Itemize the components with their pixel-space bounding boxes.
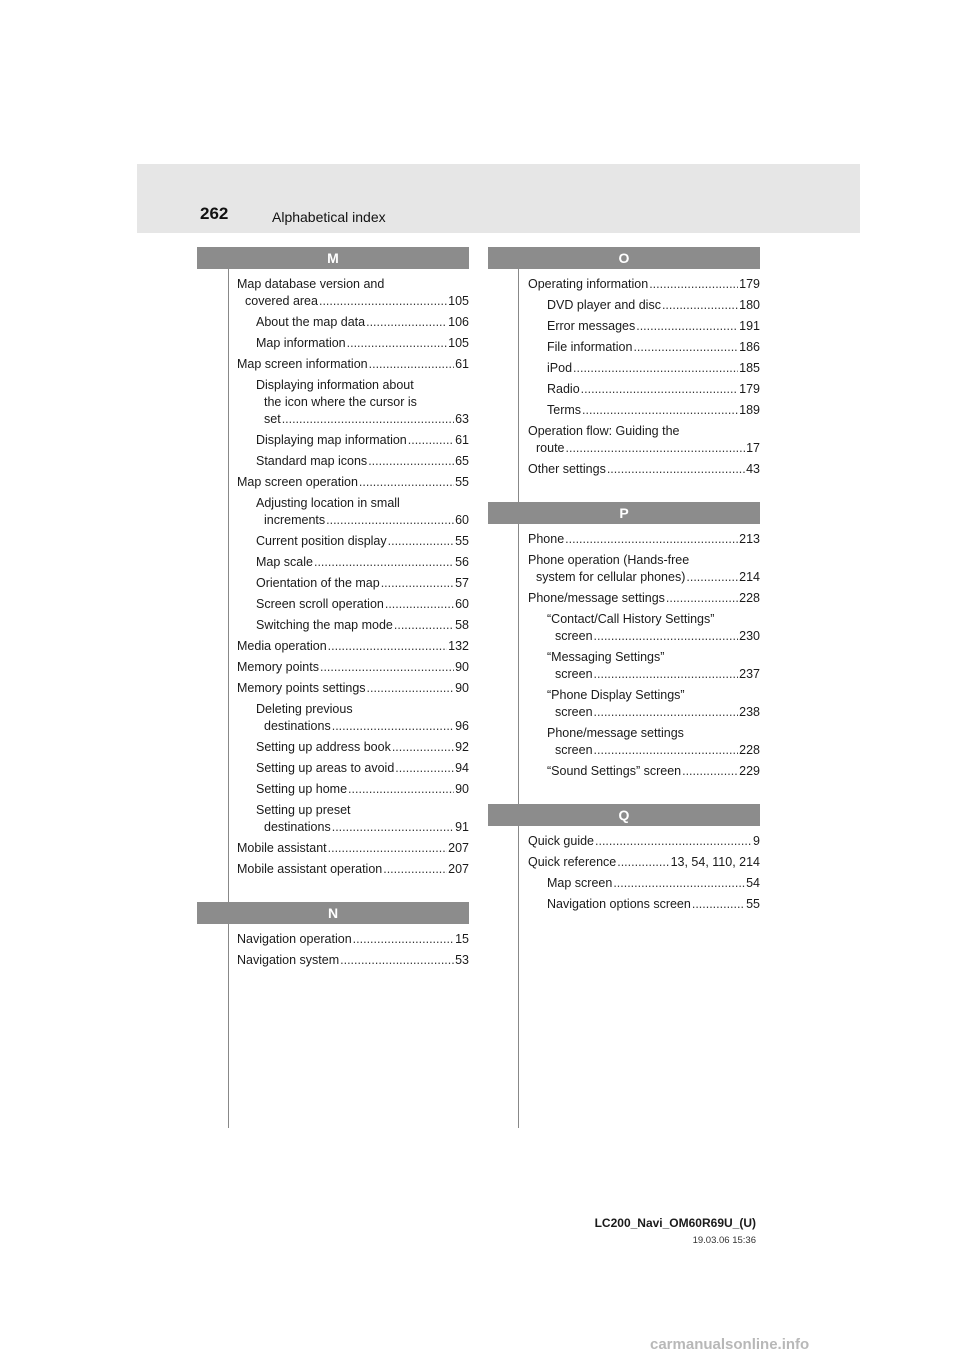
entry-text: Phone/message settings bbox=[547, 726, 684, 740]
document-code: LC200_Navi_OM60R69U_(U) bbox=[594, 1216, 756, 1230]
entry-label: system for cellular phones) bbox=[536, 570, 686, 584]
leader-dots bbox=[353, 931, 454, 948]
entry-label: screen bbox=[555, 667, 593, 681]
entry-label: covered area bbox=[245, 294, 318, 308]
entry-line bbox=[547, 381, 760, 398]
entry-line bbox=[547, 896, 760, 913]
page-number: 262 bbox=[200, 204, 229, 223]
page-reference: 63 bbox=[455, 412, 469, 426]
page-reference: 60 bbox=[455, 513, 469, 527]
leader-dots bbox=[594, 704, 739, 721]
entry-text: Map database version and bbox=[237, 277, 385, 291]
entry-line bbox=[237, 680, 469, 697]
leader-dots bbox=[367, 680, 455, 697]
entry-line bbox=[528, 833, 760, 850]
entry-line bbox=[256, 411, 469, 428]
leader-dots bbox=[347, 335, 448, 352]
index-entry bbox=[237, 356, 469, 373]
entry-label: Current position display bbox=[256, 534, 387, 548]
leader-dots bbox=[359, 474, 454, 491]
entry-label: destinations bbox=[264, 719, 331, 733]
entry-label: screen bbox=[555, 705, 593, 719]
entry-label: Navigation operation bbox=[237, 932, 352, 946]
leader-dots bbox=[328, 638, 447, 655]
entry-line bbox=[547, 360, 760, 377]
index-entry bbox=[237, 781, 469, 798]
entry-label: screen bbox=[555, 743, 593, 757]
entry-line bbox=[256, 314, 469, 331]
entry-label: Switching the map mode bbox=[256, 618, 393, 632]
page-reference: 228 bbox=[739, 743, 760, 757]
page-reference: 65 bbox=[455, 454, 469, 468]
page-reference: 185 bbox=[739, 361, 760, 375]
index-entry bbox=[528, 402, 760, 419]
entry-line bbox=[256, 512, 469, 529]
entry-label: Orientation of the map bbox=[256, 576, 380, 590]
index-entry bbox=[528, 339, 760, 356]
leader-dots bbox=[594, 666, 739, 683]
index-entry bbox=[528, 552, 760, 586]
page-reference: 213 bbox=[739, 532, 760, 546]
leader-dots bbox=[320, 659, 454, 676]
page-reference: 105 bbox=[448, 336, 469, 350]
entry-line bbox=[256, 617, 469, 634]
page-reference: 207 bbox=[448, 862, 469, 876]
page-reference: 60 bbox=[455, 597, 469, 611]
leader-dots bbox=[607, 461, 745, 478]
page-reference: 90 bbox=[455, 782, 469, 796]
section-gap bbox=[488, 784, 760, 804]
index-entry bbox=[237, 554, 469, 571]
page-reference: 92 bbox=[455, 740, 469, 754]
index-entry bbox=[237, 680, 469, 697]
index-entry bbox=[237, 739, 469, 756]
leader-dots bbox=[594, 742, 739, 759]
entry-line bbox=[256, 554, 469, 571]
entry-label: Operating information bbox=[528, 277, 649, 291]
page-reference: 179 bbox=[739, 277, 760, 291]
page-reference: 186 bbox=[739, 340, 760, 354]
leader-dots bbox=[582, 402, 738, 419]
leader-dots bbox=[326, 512, 454, 529]
leader-dots bbox=[366, 314, 447, 331]
letter-heading-p: P bbox=[488, 502, 760, 524]
index-entry bbox=[528, 461, 760, 478]
leader-dots bbox=[682, 763, 738, 780]
page-reference: 13, 54, 110, 214 bbox=[670, 855, 760, 869]
entry-line bbox=[547, 402, 760, 419]
entry-line bbox=[256, 533, 469, 550]
page-reference: 180 bbox=[739, 298, 760, 312]
entry-label: Quick reference bbox=[528, 855, 617, 869]
index-entry bbox=[528, 875, 760, 892]
entry-line bbox=[256, 453, 469, 470]
entry-label: Standard map icons bbox=[256, 454, 368, 468]
entry-line bbox=[256, 575, 469, 592]
entry-text: Operation flow: Guiding the bbox=[528, 424, 680, 438]
entry-line bbox=[256, 335, 469, 352]
leader-dots bbox=[394, 617, 454, 634]
entry-line bbox=[528, 531, 760, 548]
section-gap bbox=[197, 882, 469, 902]
letter-heading-m: M bbox=[197, 247, 469, 269]
entry-label: route bbox=[536, 441, 565, 455]
entry-label: Memory points bbox=[237, 660, 319, 674]
leader-dots bbox=[595, 833, 752, 850]
leader-dots bbox=[581, 381, 738, 398]
entry-line bbox=[528, 854, 760, 871]
entry-label: Other settings bbox=[528, 462, 606, 476]
index-entry bbox=[237, 495, 469, 529]
entry-line bbox=[528, 590, 760, 607]
page-reference: 132 bbox=[448, 639, 469, 653]
entry-line bbox=[256, 739, 469, 756]
entry-line bbox=[528, 461, 760, 478]
leader-dots bbox=[388, 533, 454, 550]
entry-line bbox=[256, 718, 469, 735]
index-entry bbox=[528, 854, 760, 871]
entry-label: Terms bbox=[547, 403, 582, 417]
watermark: carmanualsonline.info bbox=[650, 1336, 810, 1353]
index-entry bbox=[528, 381, 760, 398]
entry-line bbox=[237, 861, 469, 878]
entry-line bbox=[237, 293, 469, 310]
section-gap bbox=[488, 482, 760, 502]
leader-dots bbox=[649, 276, 738, 293]
entry-line bbox=[237, 659, 469, 676]
index-entry bbox=[237, 432, 469, 449]
entry-text: Phone operation (Hands-free bbox=[528, 553, 690, 567]
index-entry bbox=[237, 931, 469, 948]
leader-dots bbox=[381, 575, 454, 592]
entry-line bbox=[237, 356, 469, 373]
entry-label: Mobile assistant bbox=[237, 841, 327, 855]
entry-text: “Messaging Settings” bbox=[547, 650, 665, 664]
entry-line bbox=[547, 875, 760, 892]
page-reference: 55 bbox=[455, 534, 469, 548]
entry-label: Setting up home bbox=[256, 782, 348, 796]
index-entry bbox=[528, 590, 760, 607]
page-reference: 105 bbox=[448, 294, 469, 308]
index-entry bbox=[237, 596, 469, 613]
entry-line bbox=[237, 952, 469, 969]
leader-dots bbox=[383, 861, 447, 878]
entry-line bbox=[547, 339, 760, 356]
index-entry bbox=[237, 701, 469, 735]
leader-dots bbox=[617, 854, 669, 871]
page-reference: 214 bbox=[739, 570, 760, 584]
entry-line bbox=[237, 638, 469, 655]
entry-label: Radio bbox=[547, 382, 580, 396]
page-reference: 96 bbox=[455, 719, 469, 733]
page-reference: 15 bbox=[455, 932, 469, 946]
entry-label: Navigation system bbox=[237, 953, 340, 967]
entry-label: Screen scroll operation bbox=[256, 597, 384, 611]
entry-line bbox=[256, 596, 469, 613]
leader-dots bbox=[368, 453, 454, 470]
page-reference: 191 bbox=[739, 319, 760, 333]
entry-label: Error messages bbox=[547, 319, 636, 333]
entry-label: Navigation options screen bbox=[547, 897, 691, 911]
page-reference: 61 bbox=[455, 357, 469, 371]
leader-dots bbox=[566, 440, 746, 457]
leader-dots bbox=[332, 718, 454, 735]
index-entry bbox=[528, 649, 760, 683]
index-entry bbox=[237, 659, 469, 676]
entry-label: Map information bbox=[256, 336, 346, 350]
index-entries bbox=[197, 924, 469, 969]
page-reference: 189 bbox=[739, 403, 760, 417]
entry-line bbox=[547, 666, 760, 683]
right-index-column bbox=[488, 247, 760, 917]
entry-label: set bbox=[264, 412, 281, 426]
entry-label: Map screen information bbox=[237, 357, 368, 371]
page-reference: 207 bbox=[448, 841, 469, 855]
page-reference: 91 bbox=[455, 820, 469, 834]
page-reference: 17 bbox=[746, 441, 760, 455]
entry-line bbox=[547, 763, 760, 780]
leader-dots bbox=[686, 569, 738, 586]
index-entry bbox=[237, 453, 469, 470]
leader-dots bbox=[332, 819, 454, 836]
page-reference: 55 bbox=[746, 897, 760, 911]
leader-dots bbox=[565, 531, 738, 548]
entry-label: Memory points settings bbox=[237, 681, 366, 695]
index-entry bbox=[237, 474, 469, 491]
leader-dots bbox=[573, 360, 738, 377]
letter-heading-n: N bbox=[197, 902, 469, 924]
leader-dots bbox=[328, 840, 448, 857]
leader-dots bbox=[340, 952, 454, 969]
letter-heading-o: O bbox=[488, 247, 760, 269]
index-entry bbox=[237, 335, 469, 352]
leader-dots bbox=[408, 432, 454, 449]
entry-label: Setting up address book bbox=[256, 740, 391, 754]
entry-label: About the map data bbox=[256, 315, 366, 329]
page-reference: 54 bbox=[746, 876, 760, 890]
entry-line bbox=[528, 276, 760, 293]
index-entry bbox=[528, 833, 760, 850]
leader-dots bbox=[282, 411, 454, 428]
page-reference: 229 bbox=[739, 764, 760, 778]
index-entries bbox=[488, 269, 760, 478]
index-entry bbox=[237, 760, 469, 777]
index-entry bbox=[528, 360, 760, 377]
page-reference: 238 bbox=[739, 705, 760, 719]
index-entries bbox=[488, 826, 760, 913]
index-entry bbox=[528, 611, 760, 645]
index-entry bbox=[237, 952, 469, 969]
letter-heading-q: Q bbox=[488, 804, 760, 826]
entry-line bbox=[237, 474, 469, 491]
leader-dots bbox=[392, 739, 454, 756]
index-entry bbox=[237, 802, 469, 836]
page-reference: 94 bbox=[455, 761, 469, 775]
index-entry bbox=[528, 725, 760, 759]
index-entry bbox=[528, 763, 760, 780]
index-entries bbox=[197, 269, 469, 878]
page-reference: 56 bbox=[455, 555, 469, 569]
index-entry bbox=[237, 276, 469, 310]
entry-line bbox=[256, 432, 469, 449]
page-reference: 230 bbox=[739, 629, 760, 643]
entry-label: Phone/message settings bbox=[528, 591, 665, 605]
index-entries bbox=[488, 524, 760, 780]
page-reference: 55 bbox=[455, 475, 469, 489]
entry-label: Media operation bbox=[237, 639, 327, 653]
page-reference: 179 bbox=[739, 382, 760, 396]
leader-dots bbox=[385, 596, 454, 613]
entry-label: increments bbox=[264, 513, 326, 527]
leader-dots bbox=[692, 896, 745, 913]
leader-dots bbox=[395, 760, 454, 777]
leader-dots bbox=[348, 781, 454, 798]
index-entry bbox=[237, 840, 469, 857]
index-entry bbox=[237, 617, 469, 634]
leader-dots bbox=[314, 554, 454, 571]
document-date: 19.03.06 15:36 bbox=[692, 1235, 756, 1246]
index-entry bbox=[528, 896, 760, 913]
entry-label: File information bbox=[547, 340, 633, 354]
leader-dots bbox=[613, 875, 745, 892]
index-entry bbox=[528, 297, 760, 314]
entry-line bbox=[547, 628, 760, 645]
leader-dots bbox=[369, 356, 454, 373]
leader-dots bbox=[666, 590, 738, 607]
entry-line bbox=[237, 840, 469, 857]
entry-label: destinations bbox=[264, 820, 331, 834]
page-reference: 43 bbox=[746, 462, 760, 476]
page-reference: 90 bbox=[455, 681, 469, 695]
entry-line bbox=[237, 931, 469, 948]
leader-dots bbox=[662, 297, 738, 314]
entry-label: Setting up areas to avoid bbox=[256, 761, 395, 775]
index-entry bbox=[237, 533, 469, 550]
entry-line bbox=[256, 760, 469, 777]
entry-text: Setting up preset bbox=[256, 803, 351, 817]
entry-text: Deleting previous bbox=[256, 702, 353, 716]
entry-label: Mobile assistant operation bbox=[237, 862, 383, 876]
index-entry bbox=[528, 531, 760, 548]
entry-line bbox=[547, 742, 760, 759]
index-entry bbox=[528, 423, 760, 457]
entry-label: Displaying map information bbox=[256, 433, 407, 447]
page-reference: 58 bbox=[455, 618, 469, 632]
entry-text: “Contact/Call History Settings” bbox=[547, 612, 715, 626]
entry-label: Map screen operation bbox=[237, 475, 358, 489]
section-title: Alphabetical index bbox=[272, 209, 386, 225]
page-reference: 53 bbox=[455, 953, 469, 967]
entry-line bbox=[547, 318, 760, 335]
index-entry bbox=[237, 861, 469, 878]
leader-dots bbox=[636, 318, 738, 335]
leader-dots bbox=[319, 293, 447, 310]
page-reference: 228 bbox=[739, 591, 760, 605]
page-reference: 106 bbox=[448, 315, 469, 329]
entry-label: Quick guide bbox=[528, 834, 595, 848]
index-entry bbox=[237, 377, 469, 428]
entry-label: screen bbox=[555, 629, 593, 643]
entry-text-continued: the icon where the cursor is bbox=[264, 395, 417, 409]
page-reference: 237 bbox=[739, 667, 760, 681]
entry-label: iPod bbox=[547, 361, 573, 375]
entry-line bbox=[528, 569, 760, 586]
page-reference: 61 bbox=[455, 433, 469, 447]
index-entry bbox=[237, 575, 469, 592]
index-entry bbox=[528, 318, 760, 335]
entry-line bbox=[256, 819, 469, 836]
entry-label: Phone bbox=[528, 532, 565, 546]
entry-label: “Sound Settings” screen bbox=[547, 764, 682, 778]
leader-dots bbox=[633, 339, 738, 356]
leader-dots bbox=[594, 628, 739, 645]
entry-line bbox=[547, 704, 760, 721]
entry-label: Map scale bbox=[256, 555, 313, 569]
index-entry bbox=[237, 314, 469, 331]
entry-line bbox=[528, 440, 760, 457]
page-reference: 57 bbox=[455, 576, 469, 590]
entry-text: “Phone Display Settings” bbox=[547, 688, 685, 702]
entry-label: Map screen bbox=[547, 876, 613, 890]
page-reference: 9 bbox=[753, 834, 760, 848]
index-entry bbox=[237, 638, 469, 655]
header-band bbox=[137, 164, 860, 233]
entry-text: Displaying information about bbox=[256, 378, 414, 392]
entry-label: DVD player and disc bbox=[547, 298, 661, 312]
entry-line bbox=[547, 297, 760, 314]
entry-line bbox=[256, 781, 469, 798]
index-entry bbox=[528, 687, 760, 721]
index-entry bbox=[528, 276, 760, 293]
page-reference: 90 bbox=[455, 660, 469, 674]
entry-text: Adjusting location in small bbox=[256, 496, 400, 510]
left-index-column bbox=[197, 247, 469, 973]
